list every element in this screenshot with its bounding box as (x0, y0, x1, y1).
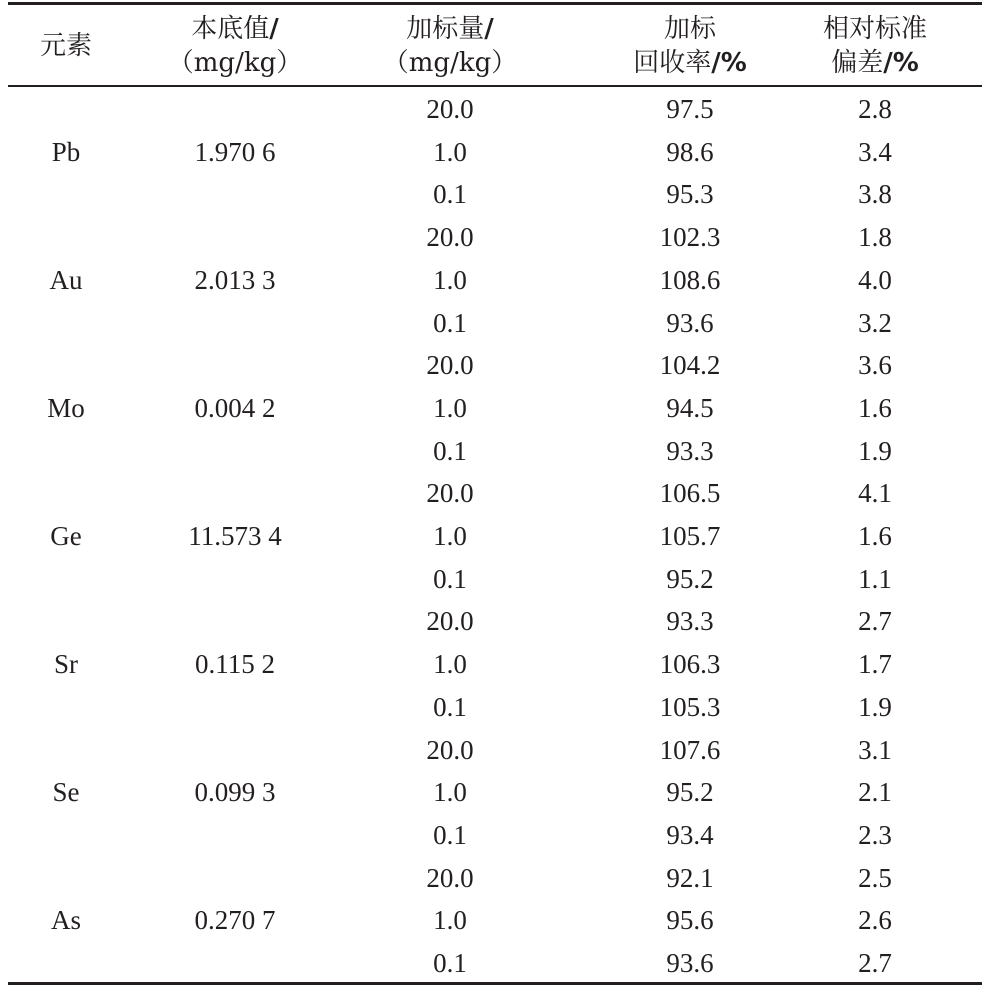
header-rule (8, 85, 982, 87)
recovery-cell: 105.7 (659, 521, 721, 551)
added-amount-cell: 0.1 (433, 179, 467, 210)
rsd-cell: 1.6 (858, 392, 892, 423)
recovery-cell: 108.6 (659, 264, 721, 295)
rsd-cell: 2.8 (858, 94, 892, 124)
recovery-cell: 107.6 (659, 734, 721, 765)
added-amount-cell: 1.0 (433, 521, 467, 551)
rsd-cell: 2.7 (858, 606, 892, 637)
recovery-cell: 95.6 (666, 905, 714, 936)
recovery-cell: 95.3 (666, 179, 714, 210)
header-background: 本底值/ （mg/kg） (167, 14, 303, 78)
added-amount-cell: 20.0 (426, 734, 474, 765)
element-cell: Au (49, 264, 83, 295)
bottom-rule (8, 982, 982, 985)
added-amount-cell: 20.0 (426, 862, 474, 893)
added-amount-cell: 0.1 (433, 435, 467, 466)
background-value-cell: 1.970 6 (194, 136, 276, 167)
element-cell: Pb (51, 136, 81, 167)
background-value-cell: 2.013 3 (194, 264, 276, 295)
recovery-cell: 104.2 (659, 350, 721, 381)
rsd-cell: 2.3 (858, 819, 892, 850)
background-value-cell: 11.573 4 (188, 521, 282, 551)
added-amount-cell: 20.0 (426, 350, 474, 381)
rsd-cell: 3.4 (858, 136, 892, 167)
recovery-cell: 102.3 (659, 222, 721, 253)
background-value-cell: 0.004 2 (194, 392, 276, 423)
recovery-cell: 95.2 (666, 563, 714, 594)
rsd-cell: 1.7 (858, 649, 892, 680)
recovery-cell: 93.3 (666, 435, 714, 466)
rsd-cell: 1.9 (858, 435, 892, 466)
recovery-cell: 93.6 (666, 307, 714, 338)
element-cell: Ge (50, 521, 82, 551)
added-amount-cell: 20.0 (426, 94, 474, 124)
top-rule (8, 2, 982, 5)
added-amount-cell: 20.0 (426, 606, 474, 637)
recovery-cell: 105.3 (659, 691, 721, 722)
added-amount-cell: 0.1 (433, 691, 467, 722)
added-amount-cell: 1.0 (433, 392, 467, 423)
rsd-cell: 4.0 (858, 264, 892, 295)
added-amount-cell: 20.0 (426, 222, 474, 253)
added-amount-cell: 1.0 (433, 649, 467, 680)
added-amount-cell: 0.1 (433, 819, 467, 850)
header-rsd: 相对标准 偏差/% (822, 14, 927, 78)
header-added-amount: 加标量/ （mg/kg） (382, 14, 518, 78)
element-cell: Sr (53, 649, 78, 680)
recovery-cell: 94.5 (666, 392, 714, 423)
added-amount-cell: 20.0 (426, 478, 474, 509)
rsd-cell: 2.1 (858, 777, 892, 808)
header-recovery: 加标 回收率/% (633, 14, 747, 78)
recovery-cell: 98.6 (666, 136, 714, 167)
recovery-cell: 92.1 (666, 862, 714, 893)
rsd-cell: 4.1 (858, 478, 892, 509)
rsd-cell: 3.1 (858, 734, 892, 765)
recovery-cell: 97.5 (666, 94, 714, 124)
element-cell: As (50, 905, 81, 936)
added-amount-cell: 1.0 (433, 777, 467, 808)
element-cell: Se (52, 777, 80, 808)
rsd-cell: 1.1 (858, 563, 892, 594)
recovery-cell: 95.2 (666, 777, 714, 808)
added-amount-cell: 0.1 (433, 307, 467, 338)
element-cell: Mo (47, 392, 85, 423)
background-value-cell: 0.099 3 (194, 777, 276, 808)
added-amount-cell: 0.1 (433, 563, 467, 594)
header-element: 元素 (39, 31, 92, 61)
rsd-cell: 2.5 (858, 862, 892, 893)
background-value-cell: 0.115 2 (195, 649, 275, 680)
rsd-cell: 3.6 (858, 350, 892, 381)
recovery-cell: 93.3 (666, 606, 714, 637)
background-value-cell: 0.270 7 (194, 905, 276, 936)
rsd-cell: 3.8 (858, 179, 892, 210)
rsd-cell: 1.8 (858, 222, 892, 253)
recovery-cell: 106.3 (659, 649, 721, 680)
added-amount-cell: 1.0 (433, 905, 467, 936)
added-amount-cell: 1.0 (433, 264, 467, 295)
rsd-cell: 1.9 (858, 691, 892, 722)
recovery-cell: 93.6 (666, 948, 714, 978)
added-amount-cell: 1.0 (433, 136, 467, 167)
rsd-cell: 1.6 (858, 521, 892, 551)
recovery-cell: 106.5 (659, 478, 721, 509)
rsd-cell: 2.6 (858, 905, 892, 936)
added-amount-cell: 0.1 (433, 948, 467, 978)
rsd-cell: 3.2 (858, 307, 892, 338)
recovery-cell: 93.4 (666, 819, 714, 850)
rsd-cell: 2.7 (858, 948, 892, 978)
